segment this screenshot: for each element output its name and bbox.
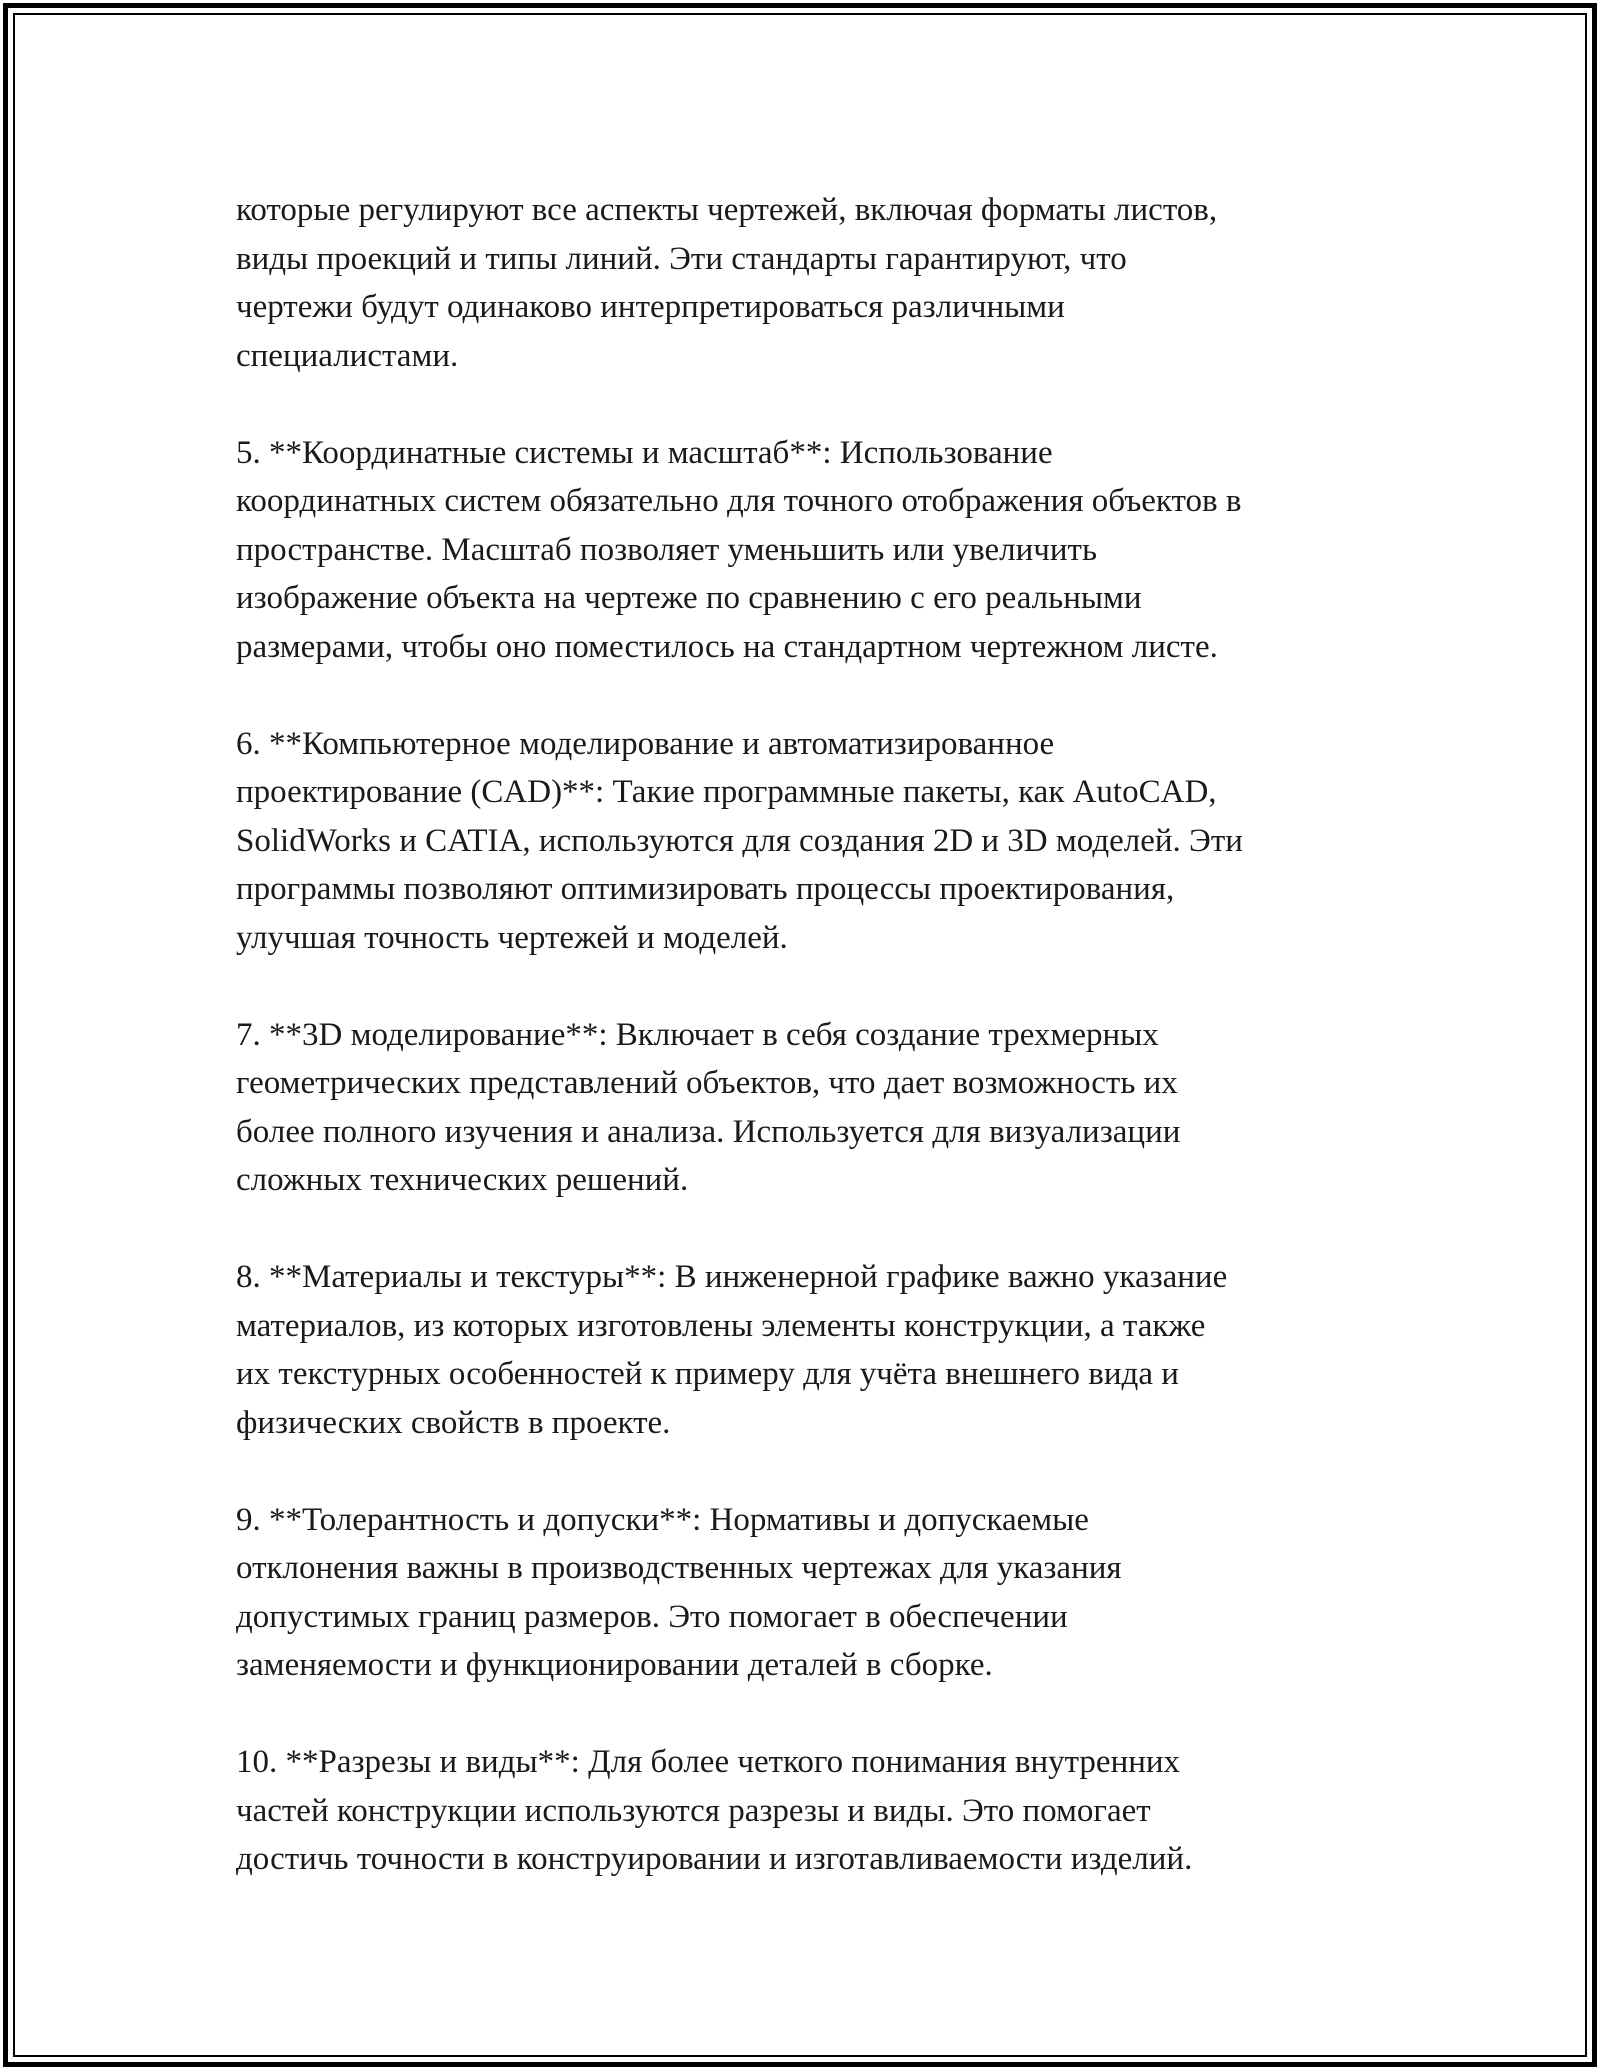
paragraph-3d-modeling: 7. **3D моделирование**: Включает в себя создание трехмерных геометрических представлений объектов, что дает возможность их более полного изучения и анализа. Используется для визуализации сложных технических решений.: [236, 1016, 1181, 1198]
paragraph-standards-continuation: которые регулируют все аспекты чертежей, включая форматы листов, виды проекций и типы линий. Эти стандарты гарантируют, что чертежи будут одинаково интерпретироваться различными специалистами.: [236, 192, 1218, 374]
paragraph-cad: 6. **Компьютерное моделирование и автоматизированное проектирование (CAD)**: Такие программные пакеты, как AutoCAD, SolidWorks и CATIA, используются для создания 2D и 3D моделей. Эти программы позволяют оптимизировать процессы проектирования, улучшая точность чертежей и моделей.: [236, 725, 1243, 956]
paragraph-sections-views: 10. **Разрезы и виды**: Для более четкого понимания внутренних частей конструкции используются разрезы и виды. Это помогает достичь точности в конструировании и изготавливаемости изделий.: [236, 1744, 1193, 1877]
paragraph-coordinate-systems: 5. **Координатные системы и масштаб**: Использование координатных систем обязательно для точного отображения объектов в пространстве. Масштаб позволяет уменьшить или увеличить изображение объекта на чертеже по сравнению с его реальными размерами, чтобы оно поместилось на стандартном чертежном листе.: [236, 434, 1242, 665]
paragraph-materials: 8. **Материалы и текстуры**: В инженерной графике важно указание материалов, из которых изготовлены элементы конструкции, а также их текстурных особенностей к примеру для учёта внешнего вида и физических свойств в проекте.: [236, 1259, 1228, 1441]
paragraph-tolerances: 9. **Толерантность и допуски**: Нормативы и допускаемые отклонения важны в производственных чертежах для указания допустимых границ размеров. Это помогает в обеспечении заменяемости и функционировании деталей в сборке.: [236, 1501, 1122, 1683]
document-body: [236, 186, 1396, 1884]
